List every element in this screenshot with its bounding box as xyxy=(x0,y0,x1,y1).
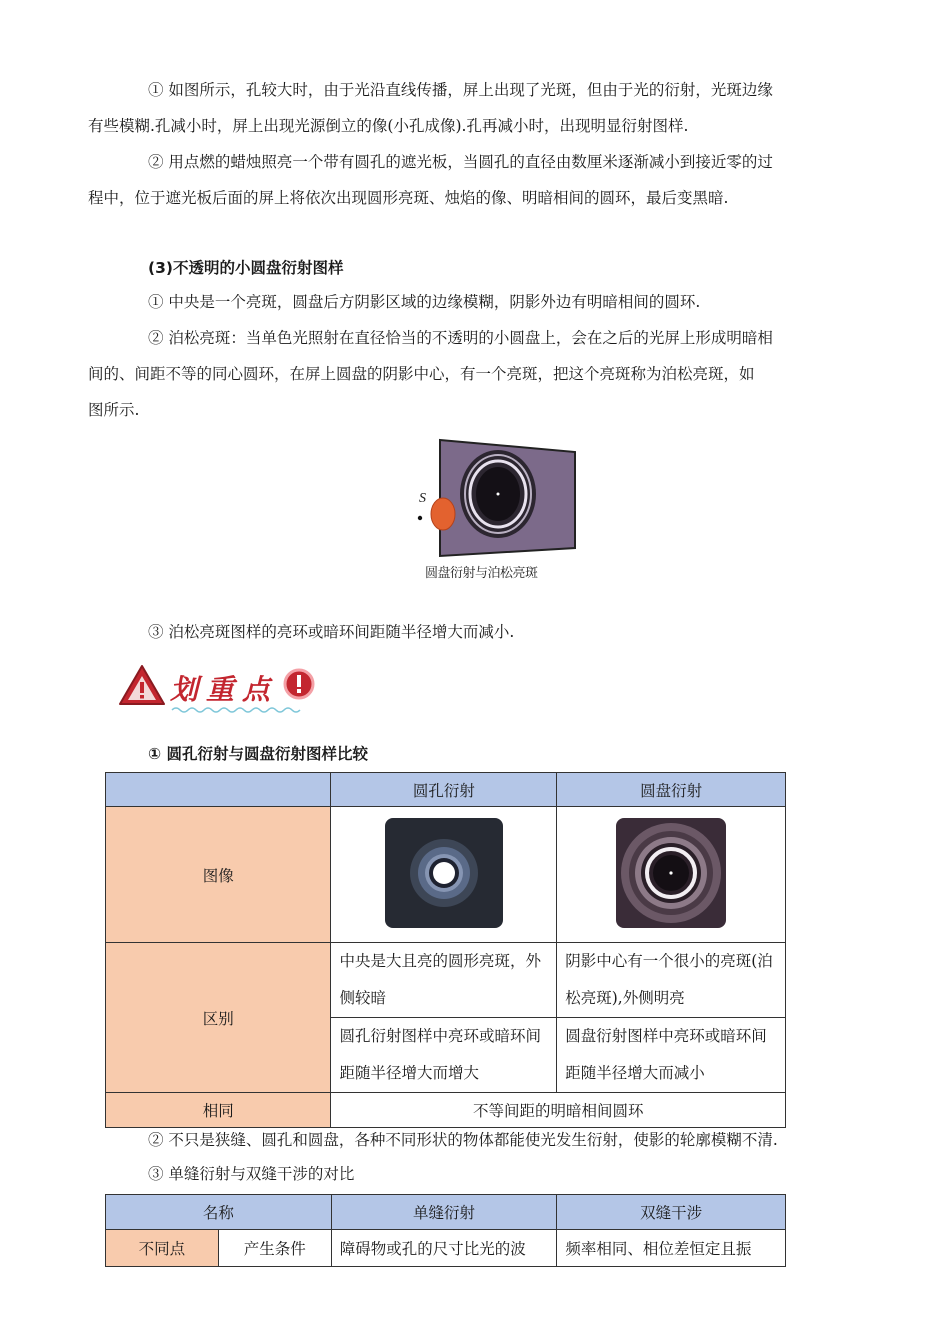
single-double-slit-table xyxy=(105,1194,786,1267)
table2-header-single: 单缝衍射 xyxy=(331,1195,557,1230)
table-header-empty xyxy=(106,773,331,807)
table2-row-label-condition: 产生条件 xyxy=(218,1230,331,1267)
section-heading-disc: (3)不透明的小圆盘衍射图样 xyxy=(148,259,344,277)
paragraph-1-line-1: ① 如图所示，孔较大时，由于光沿直线传播，屏上出现了光斑，但由于光的衍射，光斑边缘 xyxy=(148,81,773,99)
table-row-diff-1 xyxy=(106,943,786,1018)
hole-disc-comparison-table xyxy=(105,772,786,1128)
paragraph-4-line-2: 间的、间距不等的同心圆环，在屏上圆盘的阴影中心，有一个亮斑，把这个亮斑称为泊松亮斑，如 xyxy=(88,365,755,383)
paragraph-2 xyxy=(88,144,840,216)
paragraph-5: ③ 泊松亮斑图样的亮环或暗环间距随半径增大而减小. xyxy=(148,623,515,641)
poisson-spot-illustration xyxy=(410,438,585,568)
disc-diffraction-image-cell xyxy=(557,807,786,943)
table-row-image xyxy=(106,807,786,943)
table-header-disc: 圆盘衍射 xyxy=(557,773,786,807)
paragraph-7: ③ 单缝衍射与双缝干涉的对比 xyxy=(148,1165,355,1183)
disc-diff-2: 圆盘衍射图样中亮环或暗环间距随半径增大而减小 xyxy=(557,1018,786,1093)
row-label-diff: 区别 xyxy=(106,943,331,1093)
key-point-title: 划重点 xyxy=(170,673,279,706)
disc-diffraction-image xyxy=(614,816,728,930)
table2-header-name: 名称 xyxy=(106,1195,332,1230)
table2-header-double: 双缝干涉 xyxy=(557,1195,786,1230)
paragraph-4 xyxy=(88,320,840,428)
paragraph-4-line-1: ② 泊松亮斑：当单色光照射在直径恰当的不透明的小圆盘上，会在之后的光屏上形成明暗相 xyxy=(148,329,773,347)
table2-single-condition: 障碍物或孔的尺寸比光的波 xyxy=(331,1230,557,1267)
paragraph-2-line-1: ② 用点燃的蜡烛照亮一个带有圆孔的遮光板，当圆孔的直径由数厘米逐渐减小到接近零的过 xyxy=(148,153,773,171)
table-header-hole: 圆孔衍射 xyxy=(331,773,557,807)
hole-diffraction-image-cell xyxy=(331,807,557,943)
comparison-heading: ① 圆孔衍射与圆盘衍射图样比较 xyxy=(148,745,369,763)
paragraph-2-line-2: 程中，位于遮光板后面的屏上将依次出现圆形亮斑、烛焰的像、明暗相间的圆环，最后变黑暗. xyxy=(88,189,729,207)
paragraph-6: ② 不只是狭缝、圆孔和圆盘，各种不同形状的物体都能使光发生衍射，使影的轮廓模糊不清. xyxy=(148,1131,778,1149)
paragraph-1-line-2: 有些模糊.孔减小时，屏上出现光源倒立的像(小孔成像).孔再减小时，出现明显衍射图样. xyxy=(88,117,689,135)
same-description: 不等间距的明暗相间圆环 xyxy=(331,1093,786,1128)
paragraph-1 xyxy=(88,72,840,144)
paragraph-4-line-3: 图所示. xyxy=(88,401,140,419)
source-label: S xyxy=(419,491,426,506)
row-label-image: 图像 xyxy=(106,807,331,943)
table-header-row xyxy=(106,773,786,807)
table2-row-condition xyxy=(106,1230,786,1267)
paragraph-3: ① 中央是一个亮斑，圆盘后方阴影区域的边缘模糊，阴影外边有明暗相间的圆环. xyxy=(148,293,701,311)
figure-caption: 圆盘衍射与泊松亮斑 xyxy=(425,566,538,581)
disc-diff-1: 阴影中心有一个很小的亮斑(泊松亮斑),外侧明亮 xyxy=(557,943,786,1018)
row-label-same: 相同 xyxy=(106,1093,331,1128)
table2-double-condition: 频率相同、相位差恒定且振 xyxy=(557,1230,786,1267)
hole-diff-1: 中央是大且亮的圆形亮斑，外侧较暗 xyxy=(331,943,557,1018)
hole-diff-2: 圆孔衍射图样中亮环或暗环间距随半径增大而增大 xyxy=(331,1018,557,1093)
table2-header-row xyxy=(106,1195,786,1230)
table2-row-label-diff: 不同点 xyxy=(106,1230,219,1267)
hole-diffraction-image xyxy=(383,816,505,930)
